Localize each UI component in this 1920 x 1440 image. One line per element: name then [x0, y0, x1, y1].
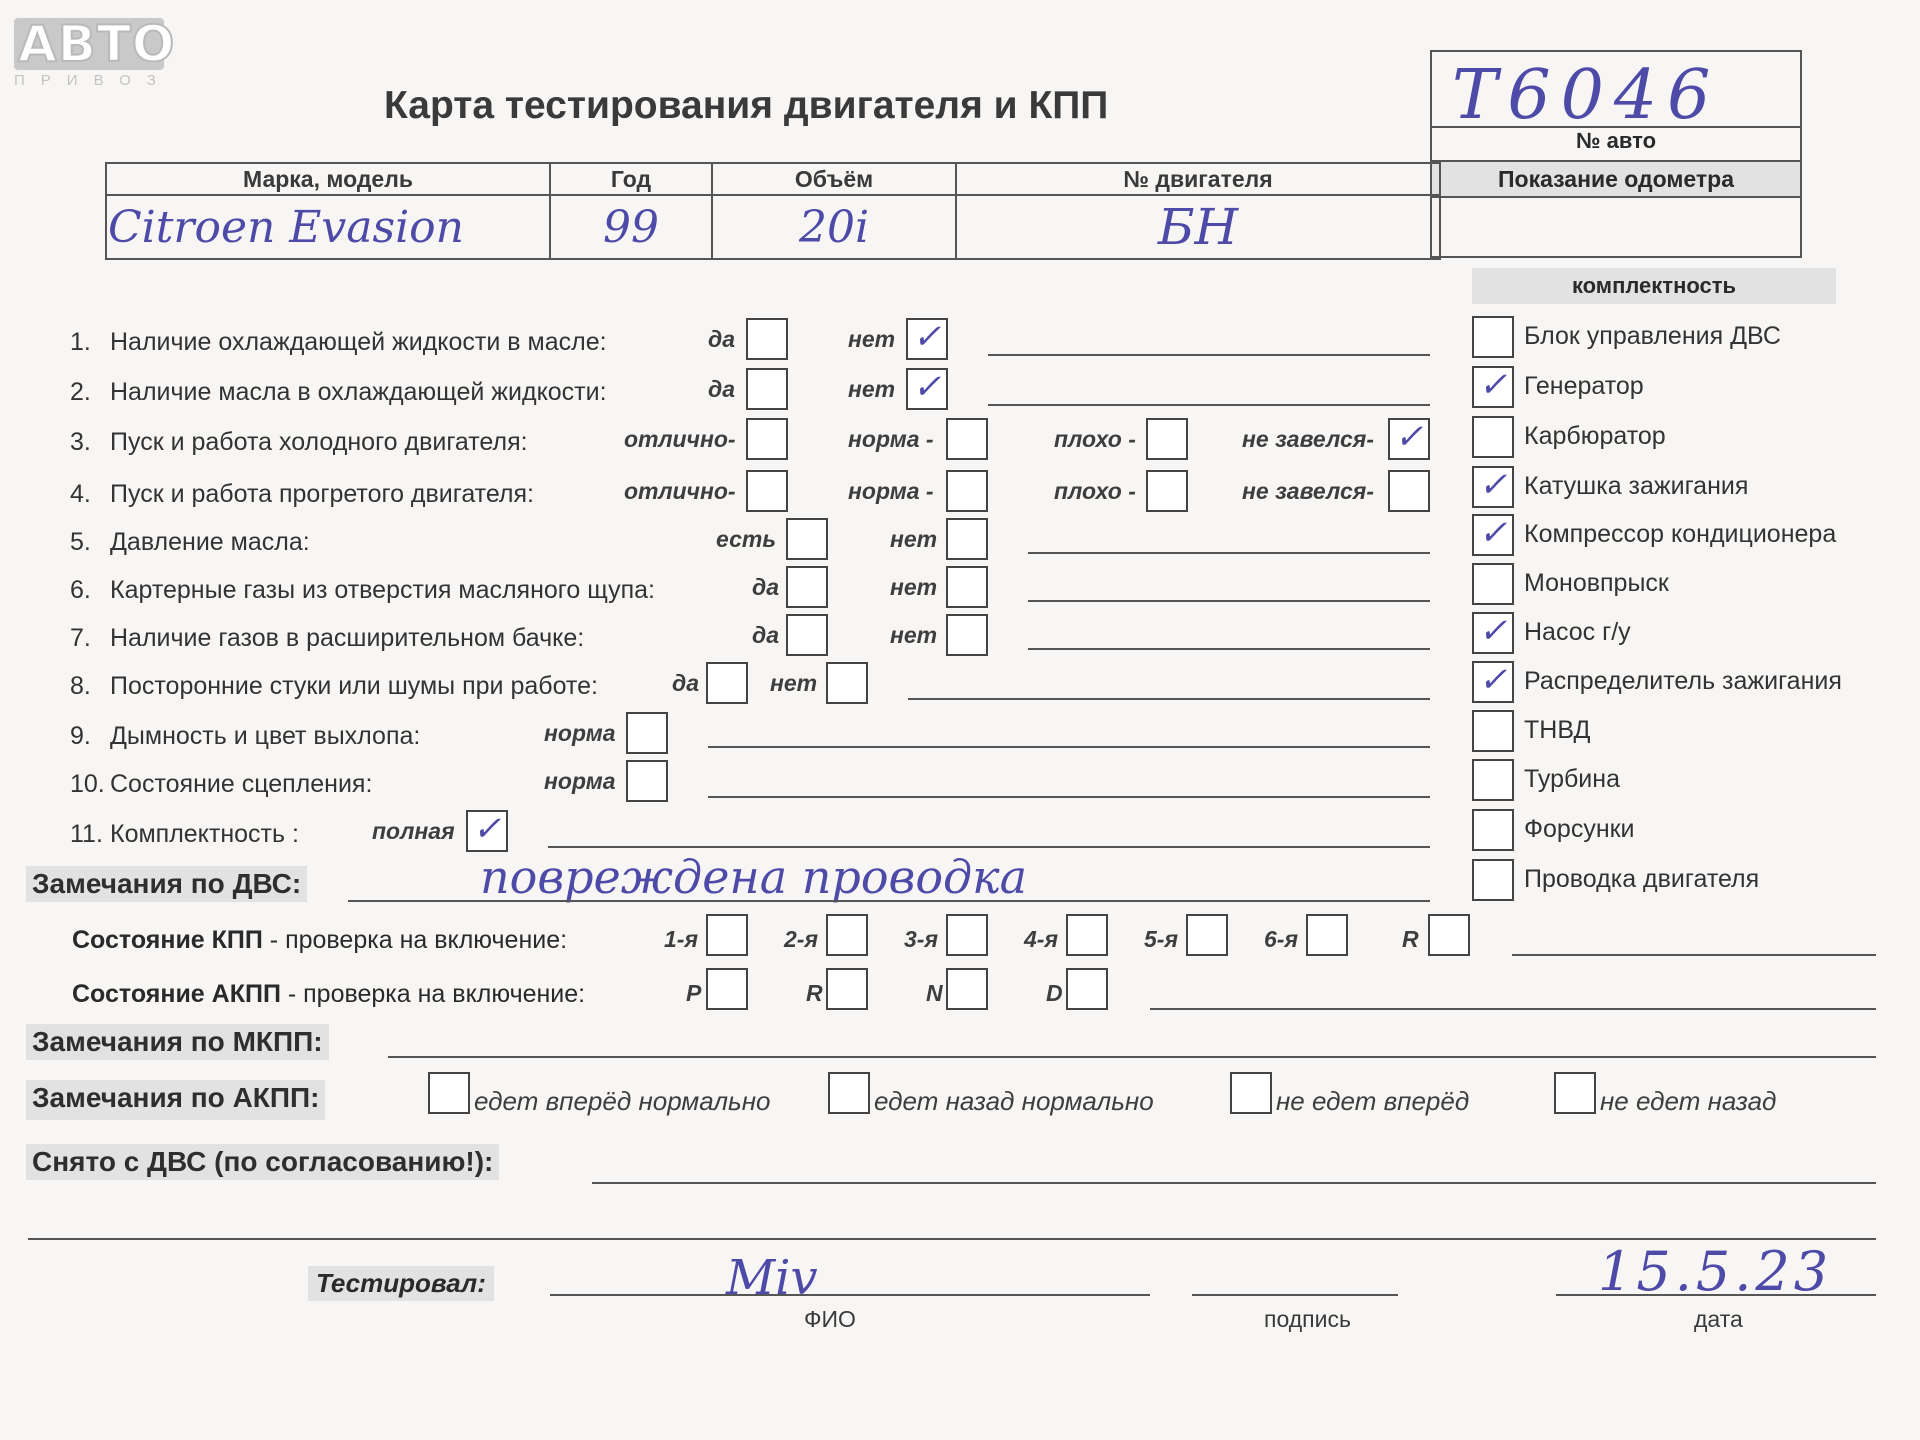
option-label: норма - — [848, 478, 934, 504]
option-checkbox[interactable] — [746, 470, 788, 512]
option-checkbox[interactable] — [1146, 470, 1188, 512]
kit-item-label: Распределитель зажигания — [1524, 667, 1842, 695]
gear-checkbox[interactable] — [826, 914, 868, 956]
option-checkbox[interactable] — [626, 760, 668, 802]
option-label: нет — [890, 622, 938, 648]
year-value: 99 — [550, 195, 712, 259]
signature-label: подпись — [1264, 1306, 1351, 1332]
engine-number-value: БН — [956, 195, 1440, 259]
kit-item-label: Компрессор кондиционера — [1524, 520, 1837, 548]
option-label: норма - — [848, 426, 934, 452]
auto-number-label: № авто — [1432, 126, 1800, 154]
akpp-line[interactable] — [1150, 1008, 1876, 1010]
option-label: не завелся- — [1242, 426, 1374, 452]
kit-checkbox[interactable] — [1472, 759, 1514, 801]
item-number: 11. — [70, 820, 103, 848]
option-checkbox[interactable] — [706, 662, 748, 704]
option-label: норма — [544, 720, 616, 746]
col-engine-number: № двигателя — [956, 163, 1440, 195]
akpp-label — [72, 980, 585, 1009]
option-checkbox[interactable] — [826, 662, 868, 704]
option-checkbox[interactable]: ✓ — [906, 368, 948, 410]
item-label: Давление масла: — [110, 528, 310, 556]
option-label: да — [708, 326, 736, 352]
option-label: норма — [544, 768, 616, 794]
kit-checkbox[interactable] — [1472, 809, 1514, 851]
mode-checkbox[interactable] — [946, 968, 988, 1010]
option-checkbox[interactable] — [626, 712, 668, 754]
date-value: 15.5.23 — [1598, 1240, 1833, 1303]
answer-line[interactable] — [1028, 552, 1430, 554]
option-label: да — [672, 670, 700, 696]
item-label: Состояние сцепления: — [110, 770, 373, 798]
option-label: нет — [890, 526, 938, 552]
kpp-line[interactable] — [1512, 954, 1876, 956]
kit-item-label: Блок управления ДВС — [1524, 322, 1781, 350]
gear-checkbox[interactable] — [1186, 914, 1228, 956]
option-checkbox[interactable]: ✓ — [906, 318, 948, 360]
col-make-model: Марка, модель — [106, 163, 550, 195]
option-checkbox[interactable] — [946, 566, 988, 608]
answer-line[interactable] — [1028, 600, 1430, 602]
item-label: Посторонние стуки или шумы при работе: — [110, 672, 598, 700]
option-checkbox[interactable] — [946, 470, 988, 512]
option-checkbox[interactable] — [746, 418, 788, 460]
answer-line[interactable] — [708, 746, 1430, 748]
mode-label: R — [806, 980, 823, 1006]
item-number: 4. — [70, 480, 91, 508]
item-number: 9. — [70, 722, 91, 750]
kit-checkbox[interactable]: ✓ — [1472, 612, 1514, 654]
option-label: нет — [848, 376, 896, 402]
mode-label: P — [686, 980, 702, 1006]
remarks-mkpp-line[interactable] — [388, 1056, 1876, 1058]
gear-label: 2-я — [784, 926, 818, 952]
item-label: Картерные газы из отверстия масляного щупа: — [110, 576, 655, 604]
option-label: нет — [770, 670, 818, 696]
kit-item-label: Моновпрыск — [1524, 569, 1669, 597]
fio-line[interactable] — [550, 1294, 1150, 1296]
tester-name-value: Мiv — [726, 1250, 818, 1306]
make-model-value: Citroen Evasion — [106, 195, 550, 259]
kit-item-label: Карбюратор — [1524, 422, 1666, 450]
option-checkbox[interactable] — [786, 518, 828, 560]
option-label: нет — [890, 574, 938, 600]
item-number: 6. — [70, 576, 91, 604]
kit-checkbox[interactable]: ✓ — [1472, 514, 1514, 556]
akpp-label-bold: Состояние АКПП — [72, 980, 281, 1008]
answer-line[interactable] — [548, 846, 1430, 848]
gear-checkbox[interactable] — [1306, 914, 1348, 956]
kit-checkbox[interactable]: ✓ — [1472, 366, 1514, 408]
akpp-label-rest: - проверка на включение: — [280, 980, 586, 1008]
option-checkbox[interactable] — [946, 518, 988, 560]
kit-checkbox[interactable] — [1472, 316, 1514, 358]
kit-item-label: Насос г/у — [1524, 618, 1631, 646]
item-label: Пуск и работа прогретого двигателя: — [110, 480, 534, 508]
option-checkbox[interactable] — [786, 566, 828, 608]
removed-label: Снято с ДВС (по согласованию!): — [26, 1144, 499, 1180]
option-checkbox[interactable]: ✓ — [1388, 418, 1430, 460]
option-label: плохо - — [1054, 426, 1136, 452]
gear-label: 4-я — [1024, 926, 1058, 952]
logo-subtext: ПРИВОЗ — [14, 72, 172, 89]
volume-value: 20i — [712, 195, 956, 259]
item-number: 2. — [70, 378, 91, 406]
kit-item-label: Генератор — [1524, 372, 1644, 400]
kit-checkbox[interactable] — [1472, 859, 1514, 901]
mode-checkbox[interactable] — [706, 968, 748, 1010]
item-label: Комплектность : — [110, 820, 299, 848]
answer-line[interactable] — [1028, 648, 1430, 650]
item-number: 1. — [70, 328, 91, 356]
date-line[interactable] — [1556, 1294, 1876, 1296]
item-label: Наличие масла в охлаждающей жидкости: — [110, 378, 607, 406]
fio-label: ФИО — [804, 1306, 856, 1332]
remarks-dvs-line[interactable] — [348, 900, 1430, 902]
option-label: нет — [848, 326, 896, 352]
option-checkbox[interactable] — [946, 614, 988, 656]
kit-checkbox[interactable] — [1472, 416, 1514, 458]
answer-line[interactable] — [708, 796, 1430, 798]
akpp-option-label: едет назад нормально — [874, 1086, 1154, 1116]
answer-line[interactable] — [908, 698, 1430, 700]
signature-line[interactable] — [1192, 1294, 1398, 1296]
gear-label: 5-я — [1144, 926, 1178, 952]
gear-checkbox[interactable] — [946, 914, 988, 956]
page-title: Карта тестирования двигателя и КПП — [384, 84, 1109, 127]
option-label: отлично- — [624, 426, 736, 452]
option-checkbox[interactable] — [1146, 418, 1188, 460]
kpp-label — [72, 926, 567, 955]
gear-label: R — [1402, 926, 1419, 952]
item-number: 3. — [70, 428, 91, 456]
item-label: Дымность и цвет выхлопа: — [110, 722, 421, 750]
mode-label: N — [926, 980, 943, 1006]
akpp-option-checkbox[interactable] — [1230, 1072, 1272, 1114]
kit-item-label: Катушка зажигания — [1524, 472, 1749, 500]
option-checkbox[interactable] — [746, 318, 788, 360]
gear-label: 1-я — [664, 926, 698, 952]
kpp-label-rest: - проверка на включение: — [262, 926, 568, 954]
item-number: 8. — [70, 672, 91, 700]
option-label: да — [752, 574, 780, 600]
option-label: не завелся- — [1242, 478, 1374, 504]
option-label: полная — [372, 818, 455, 844]
mode-checkbox[interactable] — [826, 968, 868, 1010]
item-label: Наличие газов в расширительном бачке: — [110, 624, 585, 652]
gear-label: 3-я — [904, 926, 938, 952]
kit-checkbox[interactable] — [1472, 563, 1514, 605]
item-number: 5. — [70, 528, 91, 556]
kit-checkbox[interactable]: ✓ — [1472, 466, 1514, 508]
kit-checkbox[interactable] — [1472, 710, 1514, 752]
akpp-option-label: не едет вперёд — [1276, 1086, 1470, 1116]
option-label: да — [708, 376, 736, 402]
auto-number-value: T6046 — [1452, 56, 1721, 135]
removed-line[interactable] — [592, 1182, 1876, 1184]
remarks-dvs-value: повреждена проводка — [480, 850, 1028, 904]
kit-item-label: ТНВД — [1524, 716, 1591, 744]
option-checkbox[interactable] — [786, 614, 828, 656]
option-label: плохо - — [1054, 478, 1136, 504]
odometer-label: Показание одометра — [1432, 160, 1800, 198]
gear-label: 6-я — [1264, 926, 1298, 952]
tested-label: Тестировал: — [308, 1266, 494, 1301]
option-checkbox[interactable] — [946, 418, 988, 460]
remarks-dvs-label: Замечания по ДВС: — [26, 866, 307, 902]
kit-item-label: Форсунки — [1524, 815, 1635, 843]
akpp-option-label: не едет назад — [1600, 1086, 1777, 1116]
akpp-option-checkbox[interactable] — [828, 1072, 870, 1114]
akpp-option-checkbox[interactable] — [428, 1072, 470, 1114]
vehicle-header-table — [105, 162, 1441, 260]
kit-checkbox[interactable]: ✓ — [1472, 661, 1514, 703]
remarks-mkpp-label: Замечания по МКПП: — [26, 1024, 329, 1060]
gear-checkbox[interactable] — [1066, 914, 1108, 956]
col-year: Год — [550, 163, 712, 195]
remarks-akpp-label: Замечания по АКПП: — [26, 1080, 325, 1120]
answer-line[interactable] — [988, 404, 1430, 406]
mode-label: D — [1046, 980, 1063, 1006]
option-checkbox[interactable]: ✓ — [466, 810, 508, 852]
logo-text: АВТО — [14, 18, 164, 70]
item-number: 10. — [70, 770, 105, 798]
answer-line[interactable] — [988, 354, 1430, 356]
akpp-option-checkbox[interactable] — [1554, 1072, 1596, 1114]
item-number: 7. — [70, 624, 91, 652]
option-checkbox[interactable] — [1388, 470, 1430, 512]
gear-checkbox[interactable] — [1428, 914, 1470, 956]
kit-item-label: Проводка двигателя — [1524, 865, 1760, 893]
option-checkbox[interactable] — [746, 368, 788, 410]
kpp-label-bold: Состояние КПП — [72, 926, 263, 954]
col-volume: Объём — [712, 163, 956, 195]
item-label: Наличие охлаждающей жидкости в масле: — [110, 328, 607, 356]
option-label: отлично- — [624, 478, 736, 504]
auto-number-box — [1430, 50, 1802, 258]
item-label: Пуск и работа холодного двигателя: — [110, 428, 528, 456]
option-label: да — [752, 622, 780, 648]
mode-checkbox[interactable] — [1066, 968, 1108, 1010]
gear-checkbox[interactable] — [706, 914, 748, 956]
date-label: дата — [1694, 1306, 1743, 1332]
logo — [14, 15, 176, 89]
kit-item-label: Турбина — [1524, 765, 1620, 793]
option-label: есть — [716, 526, 776, 552]
akpp-option-label: едет вперёд нормально — [474, 1086, 771, 1116]
kit-title: комплектность — [1472, 268, 1836, 304]
